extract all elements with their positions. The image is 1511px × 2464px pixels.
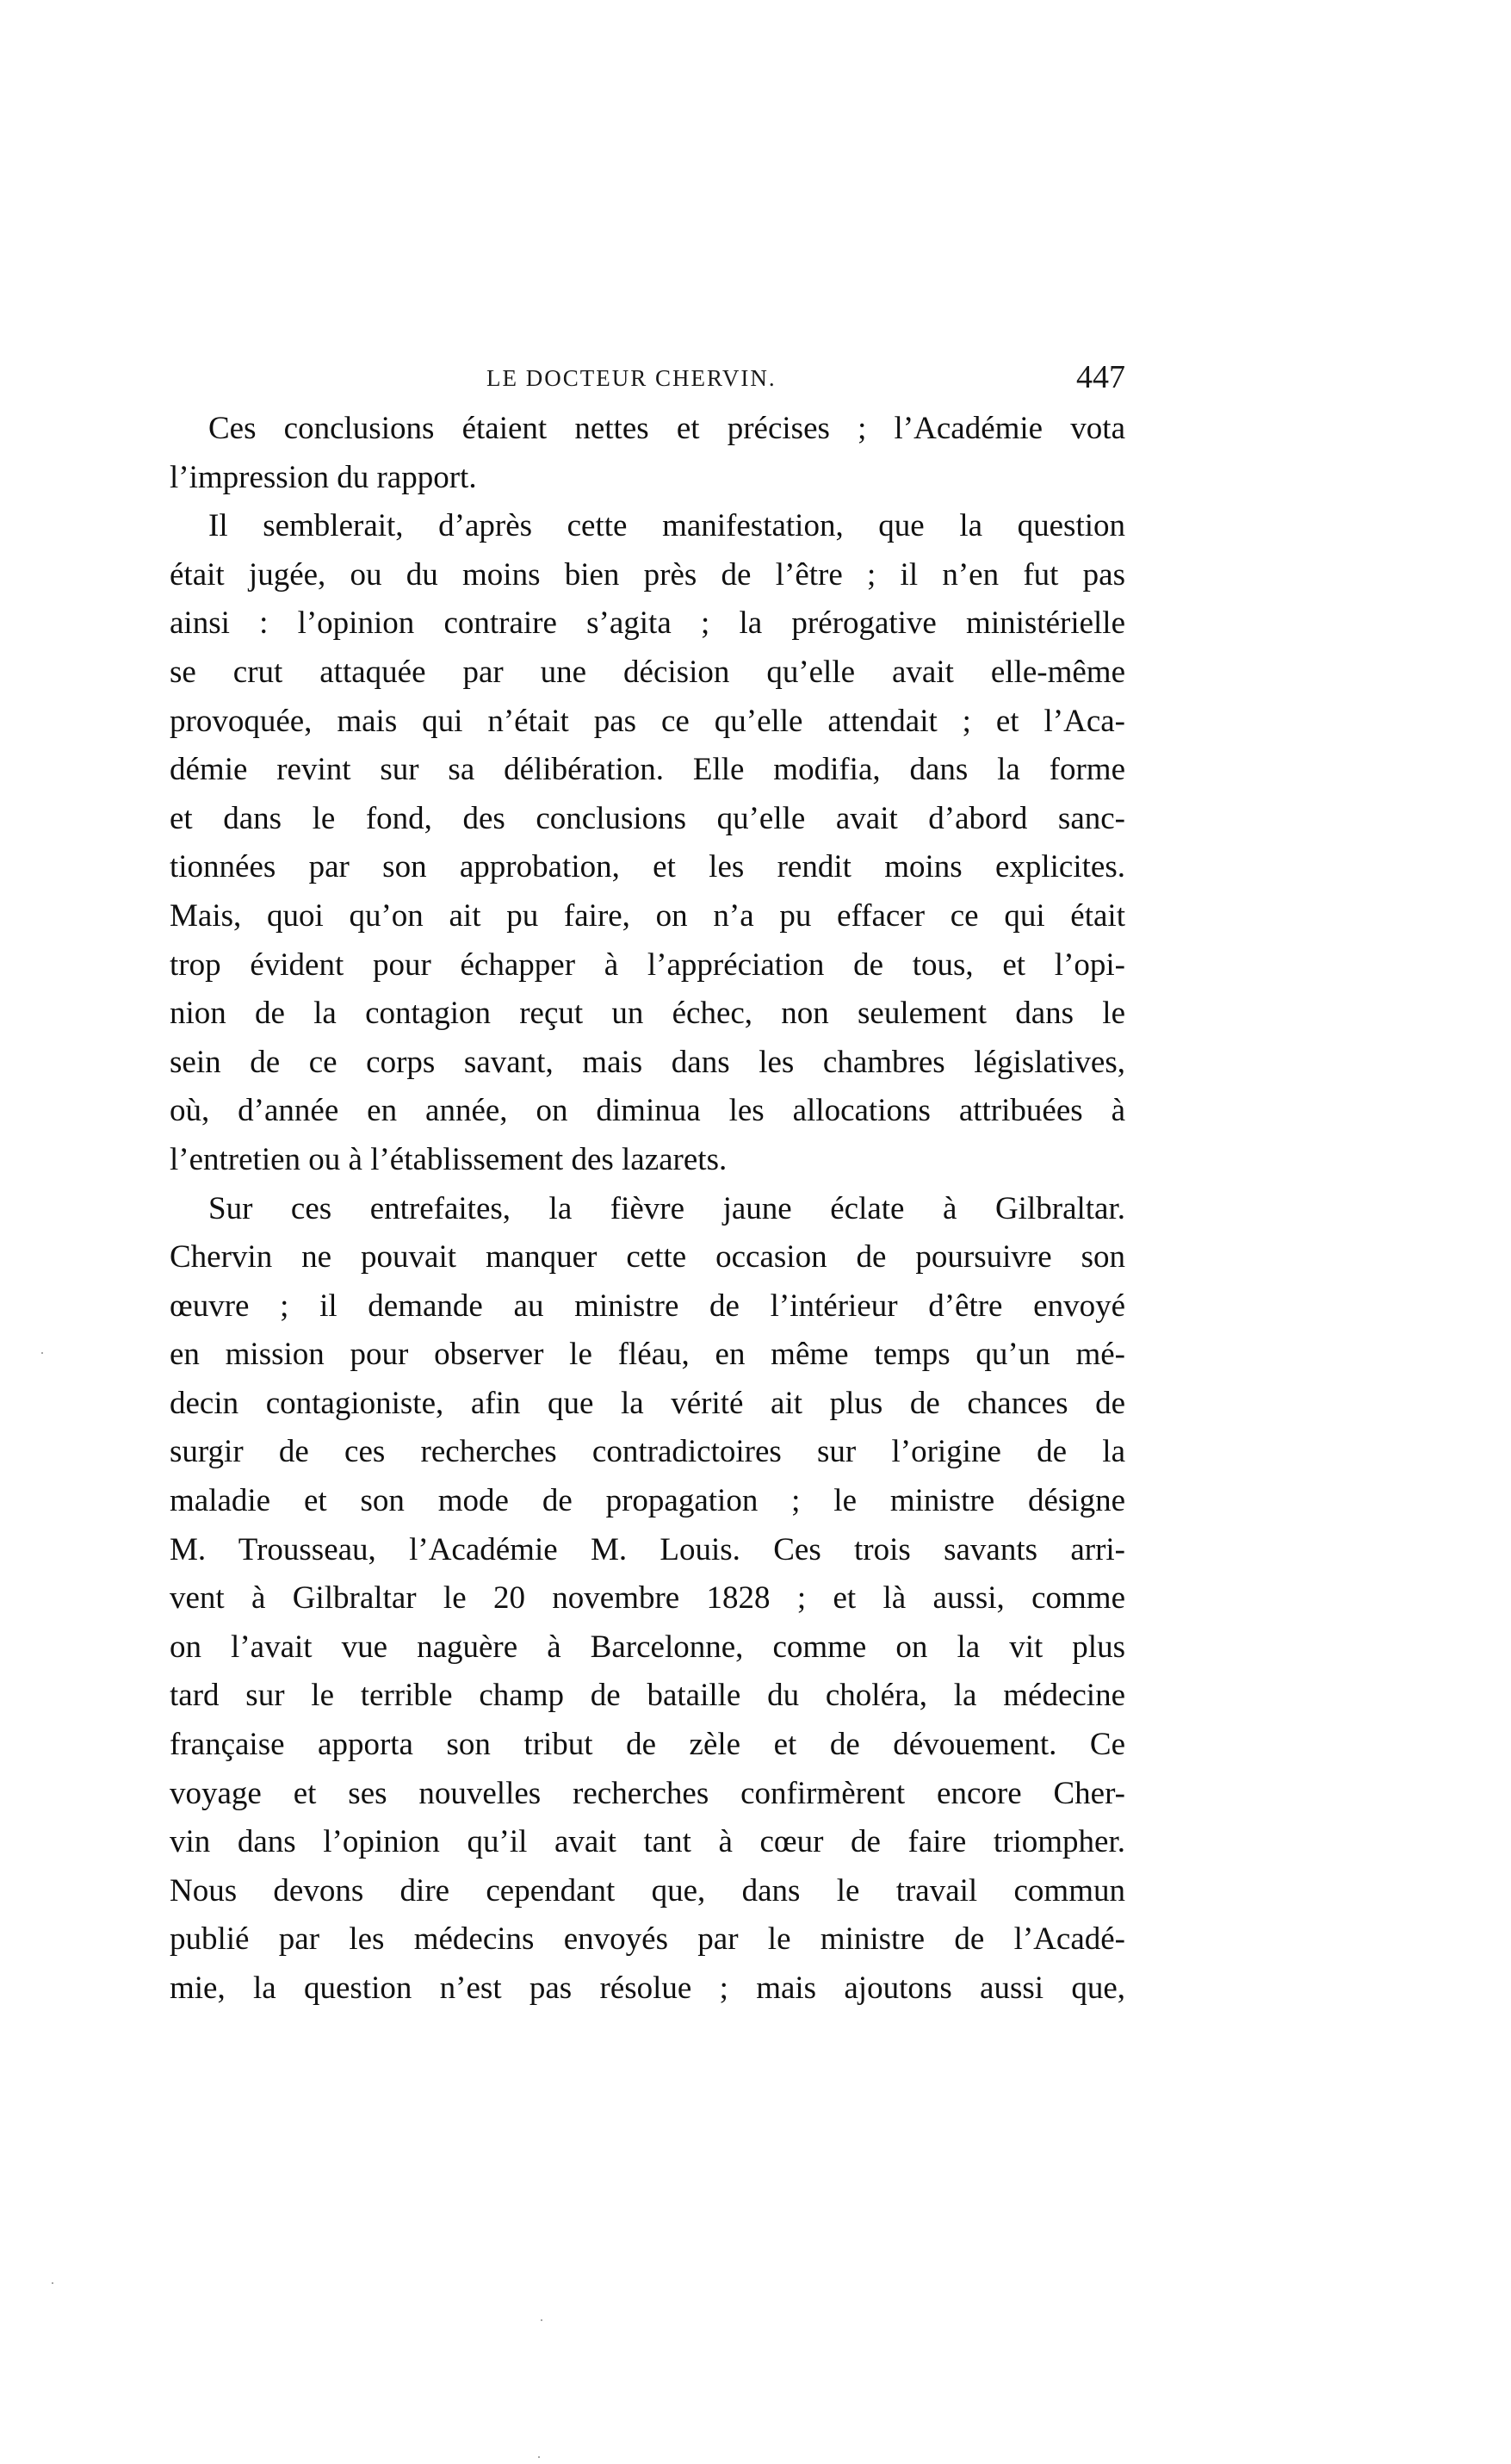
page-number: 447 [1076, 359, 1125, 395]
text-line: où, d’année en année, on diminua les allocations attribuées à [170, 1093, 1125, 1129]
text-line: surgir de ces recherches contradictoires sur l’origine de la [170, 1434, 1125, 1470]
text-line: maladie et son mode de propagation ; le ministre désigne [170, 1483, 1125, 1519]
scan-speck [52, 2282, 53, 2284]
scan-speck [541, 2319, 542, 2321]
body-text [170, 405, 1125, 2014]
text-line: œuvre ; il demande au ministre de l’intérieur d’être envoyé [170, 1288, 1125, 1324]
text-line: Ces conclusions étaient nettes et précises ; l’Académie vota [208, 411, 1125, 446]
text-line: française apporta son tribut de zèle et de dévouement. Ce [170, 1727, 1125, 1763]
text-line: trop évident pour échapper à l’appréciation de tous, et l’opi- [170, 946, 1125, 983]
running-head: LE DOCTEUR CHERVIN. [486, 365, 777, 391]
text-line: vin dans l’opinion qu’il avait tant à cœur de faire triompher. [170, 1824, 1125, 1860]
text-line: provoquée, mais qui n’était pas ce qu’elle attendait ; et l’Aca- [170, 703, 1125, 739]
text-line: publié par les médecins envoyés par le ministre de l’Acadé- [170, 1921, 1125, 1958]
text-line: tionnées par son approbation, et les rendit moins explicites. [170, 849, 1125, 885]
text-line: Mais, quoi qu’on ait pu faire, on n’a pu effacer ce qui était [170, 897, 1125, 934]
text-line: démie revint sur sa délibération. Elle modifia, dans la forme [170, 752, 1125, 788]
text-line: sein de ce corps savant, mais dans les chambres législatives, [170, 1044, 1125, 1080]
text-line: l’impression du rapport. [170, 459, 477, 495]
text-line: Nous devons dire cependant que, dans le travail commun [170, 1872, 1125, 1909]
text-line: et dans le fond, des conclusions qu’elle avait d’abord sanc- [170, 800, 1125, 836]
text-line: en mission pour observer le fléau, en même temps qu’un mé- [170, 1337, 1125, 1373]
scan-speck [538, 2456, 540, 2458]
text-line: Chervin ne pouvait manquer cette occasion de poursuivre son [170, 1239, 1125, 1275]
text-line: decin contagioniste, afin que la vérité ait plus de chances de [170, 1385, 1125, 1421]
text-line: Sur ces entrefaites, la fièvre jaune éclate à Gilbraltar. [208, 1190, 1125, 1226]
text-line: l’entretien ou à l’établissement des lazarets. [170, 1141, 728, 1177]
text-line: on l’avait vue naguère à Barcelonne, comme on la vit plus [170, 1629, 1125, 1665]
text-line: mie, la question n’est pas résolue ; mais ajoutons aussi que, [170, 1971, 1125, 2006]
text-line: était jugée, ou du moins bien près de l’être ; il n’en fut pas [170, 556, 1125, 593]
text-line: vent à Gilbraltar le 20 novembre 1828 ; et là aussi, comme [170, 1580, 1125, 1617]
text-line: ainsi : l’opinion contraire s’agita ; la prérogative ministérielle [170, 605, 1125, 642]
text-line: tard sur le terrible champ de bataille du choléra, la médecine [170, 1678, 1125, 1714]
text-line: M. Trousseau, l’Académie M. Louis. Ces trois savants arri- [170, 1531, 1125, 1567]
page-header [170, 358, 1125, 407]
text-line: nion de la contagion reçut un échec, non seulement dans le [170, 996, 1125, 1032]
scan-speck [41, 1352, 43, 1354]
text-line: se crut attaquée par une décision qu’elle avait elle-même [170, 654, 1125, 690]
text-line: voyage et ses nouvelles recherches confirmèrent encore Cher- [170, 1775, 1125, 1811]
text-line: Il semblerait, d’après cette manifestation, que la question [208, 508, 1125, 544]
